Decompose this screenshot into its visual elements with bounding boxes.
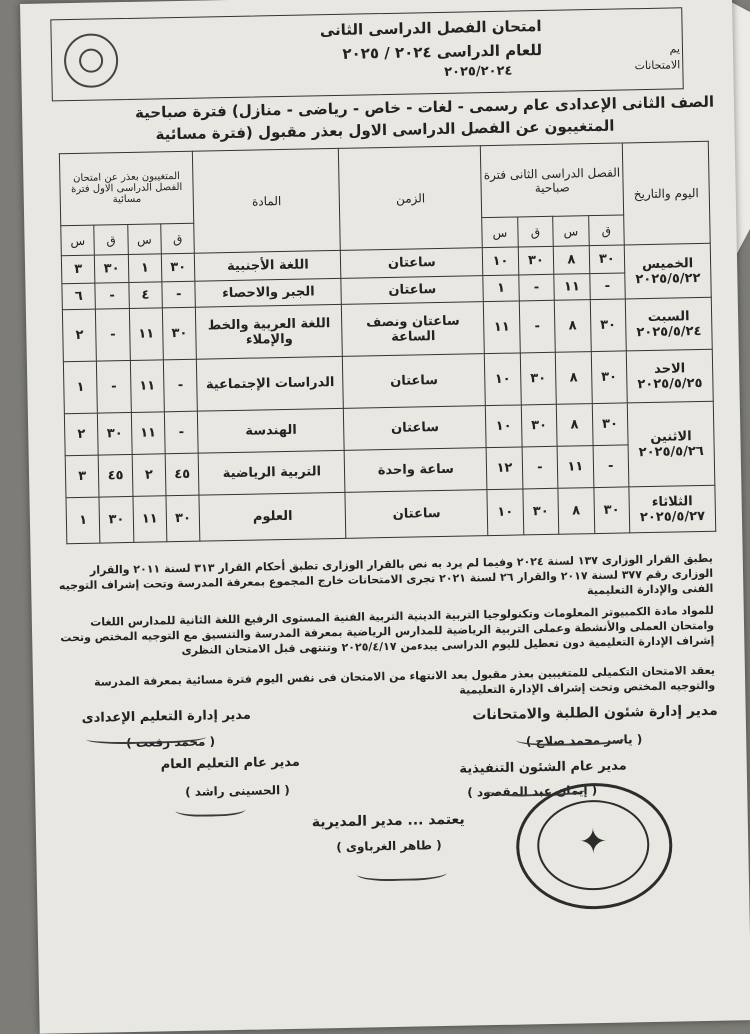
cell: ٨ bbox=[556, 404, 592, 447]
cell: ١١ bbox=[557, 446, 593, 489]
cell: ١٠ bbox=[482, 247, 518, 276]
cell: ١٠ bbox=[485, 405, 521, 448]
cell: ٢ bbox=[64, 413, 98, 456]
cell: ٣ bbox=[61, 255, 95, 284]
exec-director-name: ( إيمان عبد المقصود ) bbox=[467, 783, 598, 800]
cell: - bbox=[519, 300, 555, 353]
col-q: ق bbox=[161, 223, 195, 254]
cell: ٣٠ bbox=[520, 352, 556, 405]
cell: - bbox=[589, 273, 625, 300]
subject-cell: الجبر والاحصاء bbox=[195, 278, 342, 307]
col-s: س bbox=[482, 217, 518, 248]
cell: ٨ bbox=[555, 352, 591, 405]
cell: - bbox=[522, 446, 558, 489]
cell: ٣٠ bbox=[166, 495, 200, 542]
cell: - bbox=[96, 308, 130, 361]
header-year-digits: ٢٠٢٥/٢٠٢٤ bbox=[444, 63, 513, 80]
col-q: ق bbox=[94, 224, 128, 255]
col-q: ق bbox=[517, 216, 553, 247]
cell: ٣٠ bbox=[521, 404, 557, 447]
cell: - bbox=[97, 360, 131, 413]
subject-cell: التربية الرياضية bbox=[198, 450, 345, 495]
cell: ٣٠ bbox=[99, 496, 133, 543]
cell: ١١ bbox=[129, 308, 163, 361]
cell: ١ bbox=[66, 497, 100, 544]
note-activities: للمواد مادة الكمبيوتر المعلومات وتكنولوجيا التربية الدينية التربية الفنية المستوى الرفيع اللغة الثانية للمدارس اللغات وامتحان العملى والأنشطة وعملى التربية الرياضية للمدارس الرياضية بمعرفة المدرسة والتنسيق مع التوجيه المختص وتحت إشراف الإدارة التعليمية دون تعطيل لليوم الدراسى يبدءمن ٢٠٢٥/٤/١٧ وتنتهى قبل الامتحان النظرى bbox=[60, 603, 715, 658]
header-time: الزمن bbox=[339, 146, 483, 251]
cell: ١٠ bbox=[487, 489, 523, 536]
prep-director-name: ( محمد رفعت ) bbox=[126, 734, 216, 751]
header-second-term: الفصل الدراسى الثانى فترة صباحية bbox=[481, 143, 624, 218]
cell: ٣٠ bbox=[591, 351, 627, 404]
header-day-date: اليوم والتاريخ bbox=[622, 141, 710, 245]
cell: ١ bbox=[128, 254, 162, 283]
cell: ١ bbox=[483, 275, 519, 302]
cell: ١٢ bbox=[486, 447, 522, 490]
cell: ٣٠ bbox=[518, 246, 554, 275]
subject-cell: الهندسة bbox=[198, 408, 345, 453]
subject-cell: اللغة العربية والخط والإملاء bbox=[196, 304, 343, 359]
header-right-line1: يم bbox=[669, 42, 681, 56]
time-cell: ساعتان bbox=[341, 276, 483, 305]
col-s: س bbox=[61, 225, 95, 256]
time-cell: ساعتان bbox=[341, 248, 483, 279]
col-s: س bbox=[127, 224, 161, 255]
cell: - bbox=[162, 281, 196, 308]
cell: ٨ bbox=[553, 246, 589, 275]
col-q: ق bbox=[588, 215, 624, 246]
cell: ١ bbox=[63, 361, 97, 414]
day-date-cell: السبت ٢٠٢٥/٥/٢٤ bbox=[625, 297, 712, 351]
header-year-line: للعام الدراسى ٢٠٢٤ / ٢٠٢٥ bbox=[342, 40, 543, 63]
ministry-logo-icon bbox=[64, 33, 119, 88]
cell: ٤ bbox=[129, 282, 163, 309]
cell: ١١ bbox=[484, 301, 520, 354]
approve-title: يعتمد ... مدير المديرية bbox=[311, 811, 465, 831]
document-header bbox=[50, 7, 683, 101]
cell: ٣٠ bbox=[162, 307, 196, 360]
cell: ٨ bbox=[558, 488, 594, 535]
cell: - bbox=[164, 411, 198, 454]
cell: - bbox=[593, 445, 629, 488]
cell: ٤٥ bbox=[165, 453, 199, 496]
day-date-cell: الخميس ٢٠٢٥/٥/٢٢ bbox=[624, 243, 711, 299]
time-cell: ساعة واحدة bbox=[345, 448, 488, 493]
cell: - bbox=[163, 359, 197, 412]
cell: ٣٠ bbox=[161, 253, 195, 282]
subtitle-line2: المتغيبون عن الفصل الدراسى الاول بعذر مقبول (فترة مسائية bbox=[155, 116, 615, 144]
note-makeup-exam: يعقد الامتحان التكميلى للمتغيبين بعذر مقبول بعد الانتهاء من الامتحان فى نفس اليوم فترة مسائية بمعرفة المدرسة والتوجيه المختص وتحت إشراف الإدارة التعليمية bbox=[93, 663, 716, 697]
cell: ٨ bbox=[554, 300, 590, 353]
exam-schedule-table bbox=[59, 141, 716, 544]
cell: ٣٠ bbox=[523, 488, 559, 535]
cell: ١١ bbox=[133, 496, 167, 543]
cell: ٣٠ bbox=[589, 245, 625, 274]
cell: ٣٠ bbox=[592, 403, 628, 446]
time-cell: ساعتان ونصف الساعة bbox=[342, 302, 485, 357]
exec-director-title: مدير عام الشئون التنفيذية bbox=[459, 758, 627, 777]
header-subject: المادة bbox=[193, 148, 341, 253]
cell: ٣٠ bbox=[95, 254, 129, 283]
affairs-director-title: مدير إدارة شئون الطلبة والامتحانات bbox=[472, 702, 718, 724]
header-absent-group: المتغيبون بعذر عن امتحان الفصل الدراسى الاول فترة مسائية bbox=[59, 151, 194, 226]
col-s: س bbox=[553, 216, 589, 247]
signature-mark bbox=[357, 862, 447, 882]
cell: ٤٥ bbox=[99, 454, 133, 497]
cell: ٢ bbox=[132, 454, 166, 497]
header-title: امتحان الفصل الدراسى الثانى bbox=[319, 16, 542, 40]
time-cell: ساعتان bbox=[343, 354, 486, 409]
cell: ٦ bbox=[62, 283, 96, 310]
cell: ٣٠ bbox=[98, 412, 132, 455]
cell: - bbox=[518, 274, 554, 301]
subtitle-line1: الصف الثانى الإعدادى عام رسمى - لغات - خاص - رياضى - منازل) فترة صباحية bbox=[134, 92, 715, 122]
cell: ١١ bbox=[131, 412, 165, 455]
subject-cell: الدراسات الإجتماعية bbox=[197, 356, 344, 411]
general-director-name: ( الحسينى راشد ) bbox=[185, 782, 290, 799]
cell: ١٠ bbox=[485, 353, 521, 406]
approve-name: ( طاهر الغرباوى ) bbox=[336, 838, 442, 855]
cell: ٢ bbox=[62, 309, 96, 362]
day-date-cell: الثلاثاء ٢٠٢٥/٥/٢٧ bbox=[629, 485, 716, 533]
general-director-title: مدير عام التعليم العام bbox=[160, 754, 301, 773]
subject-cell: العلوم bbox=[199, 492, 346, 541]
time-cell: ساعتان bbox=[345, 490, 488, 539]
official-stamp-seal bbox=[515, 782, 673, 911]
day-date-cell: الاحد ٢٠٢٥/٥/٢٥ bbox=[626, 349, 713, 403]
cell: ١١ bbox=[130, 360, 164, 413]
signature-mark bbox=[175, 800, 245, 817]
exam-schedule-document bbox=[20, 0, 750, 1034]
cell: ٣٠ bbox=[593, 487, 629, 534]
time-cell: ساعتان bbox=[344, 406, 487, 451]
subject-cell: اللغة الأجنبية bbox=[195, 250, 342, 281]
cell: ٣ bbox=[65, 455, 99, 498]
header-right-line2: الامتحانات bbox=[634, 58, 681, 73]
day-date-cell: الاثنين ٢٠٢٥/٥/٢٦ bbox=[627, 401, 715, 487]
affairs-director-name: ( ياسر محمد صلاح ) bbox=[525, 732, 643, 749]
eagle-emblem-icon: ✦ bbox=[578, 821, 608, 863]
note-ministerial-decree: يطبق القرار الوزارى ١٣٧ لسنة ٢٠٢٤ وفيما لم يرد به نص بالقرار الوزارى تطبق أحكام القرار ٣١٣ لسنة ٢٠١١ والقرار الوزارى رقم ٣٧٧ لسنة ٢٠١٧ والقرار ٢٦ لسنة ٢٠٢١ تجرى الامتحانات خارج المجموع بمعرفة المدرسة وتحت إشراف التوجيه الفنى والإدارة التعليمية bbox=[58, 551, 714, 598]
cell: ٣٠ bbox=[590, 299, 626, 352]
prep-director-title: مدير إدارة التعليم الإعدادى bbox=[81, 707, 252, 726]
cell: ١١ bbox=[554, 274, 590, 301]
cell: - bbox=[95, 282, 129, 309]
